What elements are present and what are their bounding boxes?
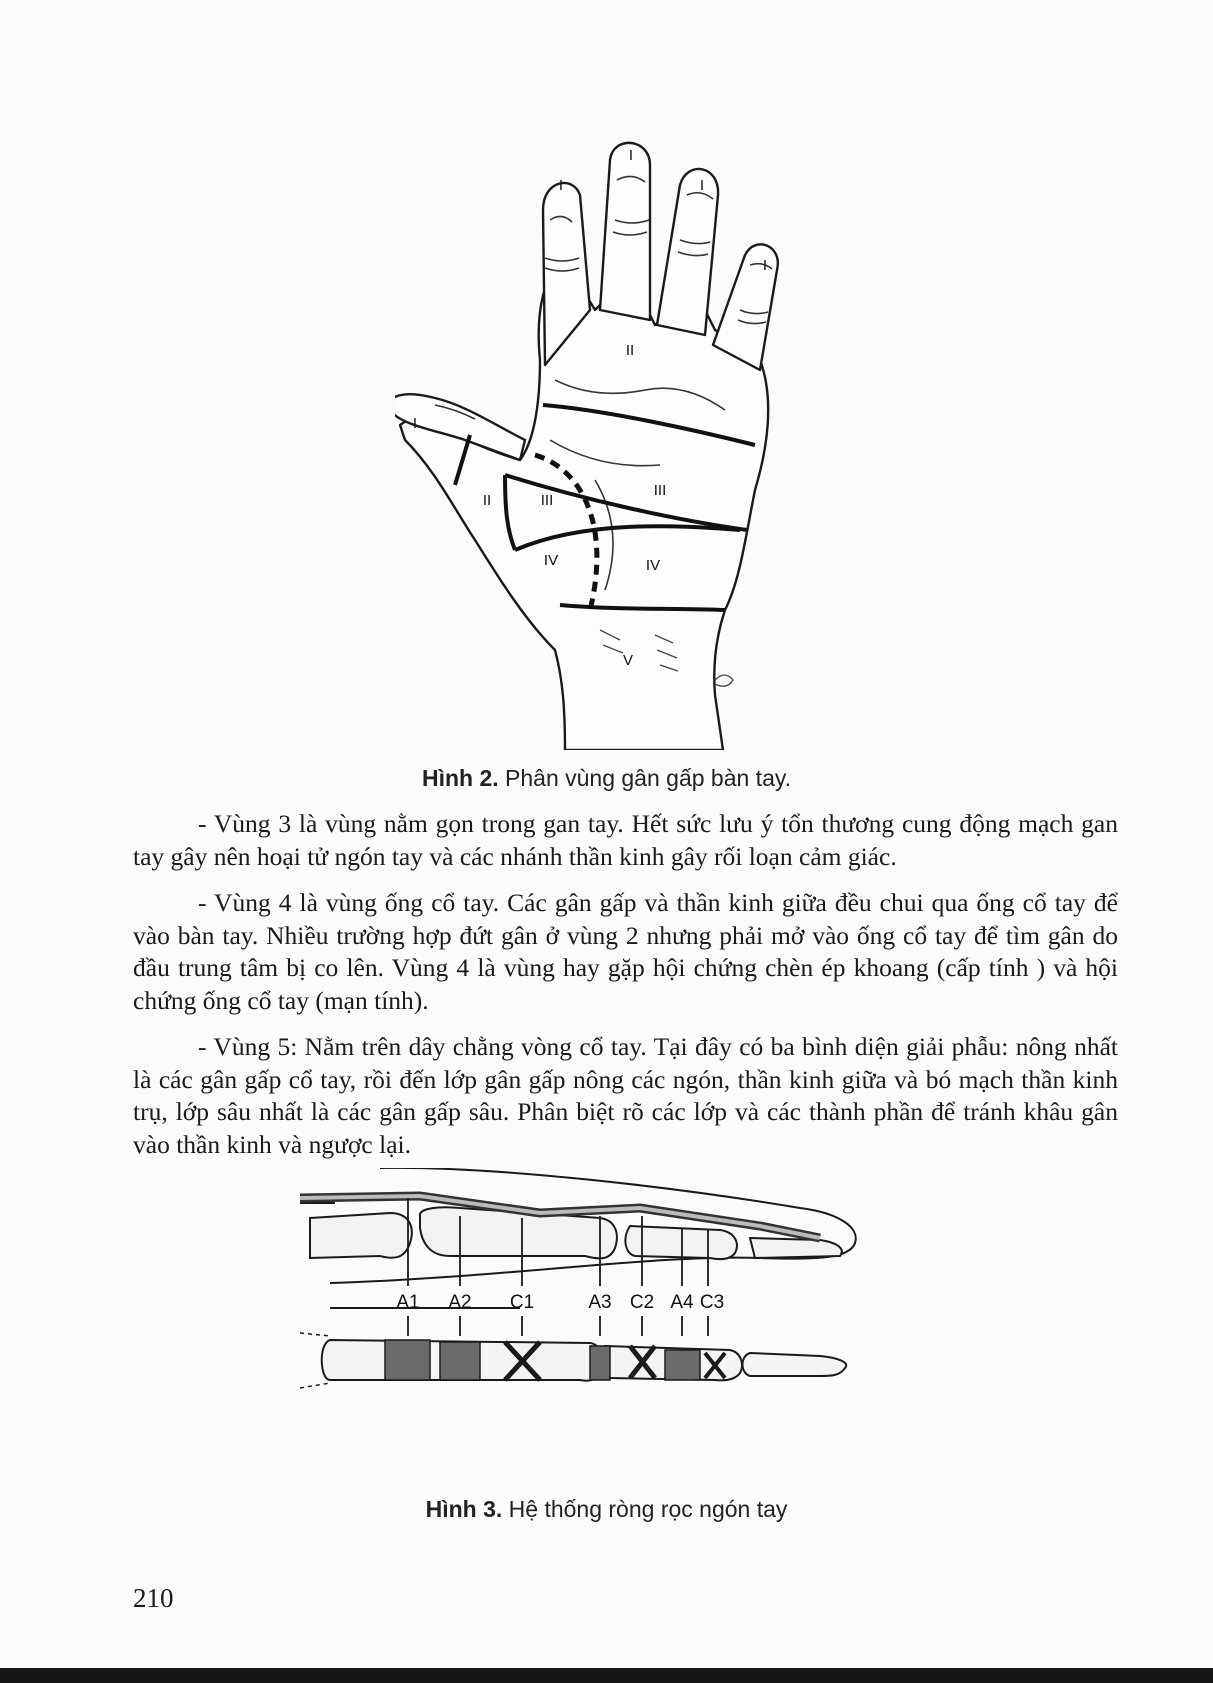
figure-2-caption-label: Hình 2. bbox=[421, 765, 499, 791]
figure-3-caption bbox=[0, 1496, 1213, 1523]
figure-2-caption-text: Phân vùng gân gấp bàn tay. bbox=[498, 765, 792, 791]
zone-label-1-middle: I bbox=[628, 147, 634, 164]
zone-label-4-palm: IV bbox=[645, 557, 661, 574]
paragraph-zone-3: - Vùng 3 là vùng nằm gọn trong gan tay. Hết sức lưu ý tổn thương cung động mạch gan tay gây nên hoại tử ngón tay và các nhánh thần kinh gây rối loạn cảm giác. bbox=[133, 809, 1118, 871]
page-number: 210 bbox=[133, 1583, 174, 1613]
hand-zones-figure bbox=[395, 140, 835, 750]
zone-label-2-thumb: II bbox=[482, 492, 492, 509]
figure-3-caption-label: Hình 3. bbox=[425, 1496, 503, 1522]
body-text bbox=[133, 808, 1118, 1175]
paragraph-zone-4: - Vùng 4 là vùng ống cổ tay. Các gân gấp và thần kinh giữa đều chui qua ống cổ tay để vào bàn tay. Nhiều trường hợp đứt gân ở vùng 2 nhưng phải mở vào ống cổ tay để tìm gân do đầu trung tâm bị co lên. Vùng 4 là vùng hay gặp hội chứng chèn ép khoang (cấp tính ) và hội chứng ống cổ tay (mạn tính). bbox=[133, 888, 1118, 1015]
zone-label-2-palm: II bbox=[625, 342, 635, 359]
pulley-label-a4: A4 bbox=[670, 1292, 694, 1313]
zone-label-1-index: I bbox=[558, 177, 564, 194]
pulley-label-c3: C3 bbox=[699, 1292, 725, 1313]
zone-label-5-wrist: V bbox=[622, 652, 634, 669]
finger-pulley-figure bbox=[300, 1168, 940, 1478]
zone-label-1-thumb: I bbox=[412, 415, 418, 432]
pulley-label-a3: A3 bbox=[588, 1292, 612, 1313]
pulley-label-c2: C2 bbox=[629, 1292, 655, 1313]
zone-label-1-little: I bbox=[762, 257, 768, 274]
figure-3-caption-text: Hệ thống ròng rọc ngón tay bbox=[502, 1496, 788, 1522]
figure-2-caption bbox=[0, 765, 1213, 792]
pulley-label-a1: A1 bbox=[396, 1292, 420, 1313]
zone-label-3-thenar: III bbox=[540, 492, 554, 509]
zone-label-3-palm: III bbox=[653, 482, 667, 499]
zone-label-1-ring: I bbox=[699, 177, 705, 194]
bottom-edge-bar bbox=[0, 1668, 1213, 1683]
pulley-label-c1: C1 bbox=[509, 1292, 535, 1313]
pulley-label-a2: A2 bbox=[448, 1292, 472, 1313]
zone-label-4-thenar: IV bbox=[543, 552, 559, 569]
paragraph-zone-5: - Vùng 5: Nằm trên dây chằng vòng cổ tay. Tại đây có ba bình diện giải phẫu: nông nhất là các gân gấp cổ tay, rồi đến lớp gân gấp nông các ngón, thần kinh giữa và bó mạch thần kinh trụ, lớp sâu nhất là các gân gấp sâu. Phân biệt rõ các lớp và các thành phần để tránh khâu gân vào thần kinh và ngược lại. bbox=[133, 1032, 1118, 1159]
